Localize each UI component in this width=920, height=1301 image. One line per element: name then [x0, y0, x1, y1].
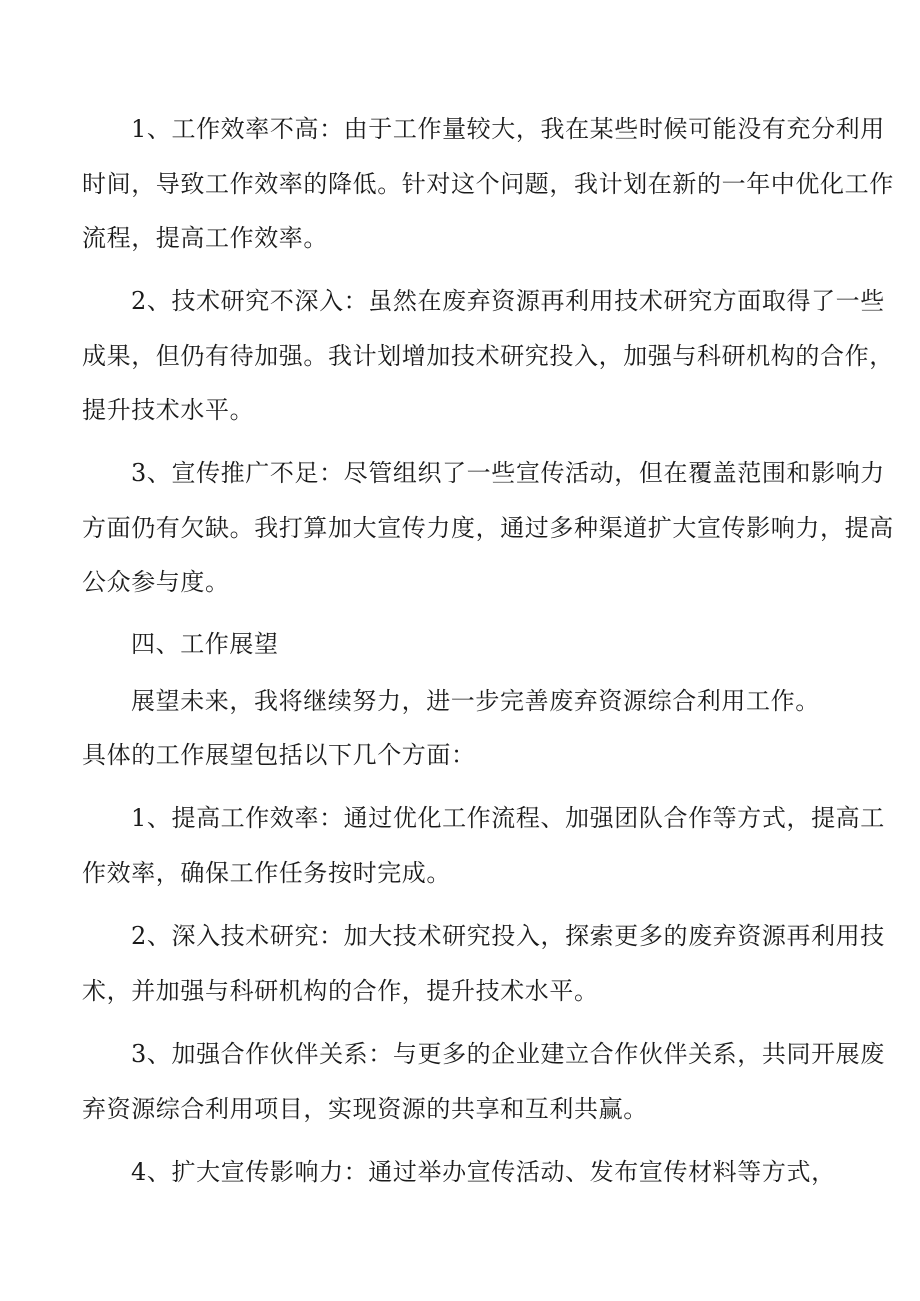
text-line: 时间，导致工作效率的降低。针对这个问题，我计划在新的一年中优化工作 — [82, 170, 894, 198]
text-line: 成果，但仍有待加强。我计划增加技术研究投入，加强与科研机构的合作， — [82, 342, 894, 370]
text-line: 方面仍有欠缺。我打算加大宣传力度，通过多种渠道扩大宣传影响力，提高 — [82, 514, 894, 542]
text-line: 展望未来，我将继续努力，进一步完善废弃资源综合利用工作。 — [131, 687, 820, 715]
text-line: 公众参与度。 — [82, 568, 230, 596]
text-line: 作效率，确保工作任务按时完成。 — [82, 859, 451, 887]
text-line: 术，并加强与科研机构的合作，提升技术水平。 — [82, 977, 599, 1005]
text-line: 流程，提高工作效率。 — [82, 224, 328, 252]
section-heading: 四、工作展望 — [131, 630, 279, 658]
text-line: 4、扩大宣传影响力：通过举办宣传活动、发布宣传材料等方式， — [131, 1158, 836, 1186]
text-line: 2、深入技术研究：加大技术研究投入，探索更多的废弃资源再利用技 — [131, 922, 885, 950]
text-line: 弃资源综合利用项目，实现资源的共享和互利共赢。 — [82, 1095, 648, 1123]
text-line: 1、工作效率不高：由于工作量较大，我在某些时候可能没有充分利用 — [131, 115, 885, 143]
text-line: 具体的工作展望包括以下几个方面： — [82, 741, 476, 769]
text-line: 1、提高工作效率：通过优化工作流程、加强团队合作等方式，提高工 — [131, 804, 885, 832]
text-line: 提升技术水平。 — [82, 396, 255, 424]
text-line: 2、技术研究不深入：虽然在废弃资源再利用技术研究方面取得了一些 — [131, 287, 885, 315]
text-line: 3、加强合作伙伴关系：与更多的企业建立合作伙伴关系，共同开展废 — [131, 1040, 885, 1068]
text-line: 3、宣传推广不足：尽管组织了一些宣传活动，但在覆盖范围和影响力 — [131, 459, 885, 487]
